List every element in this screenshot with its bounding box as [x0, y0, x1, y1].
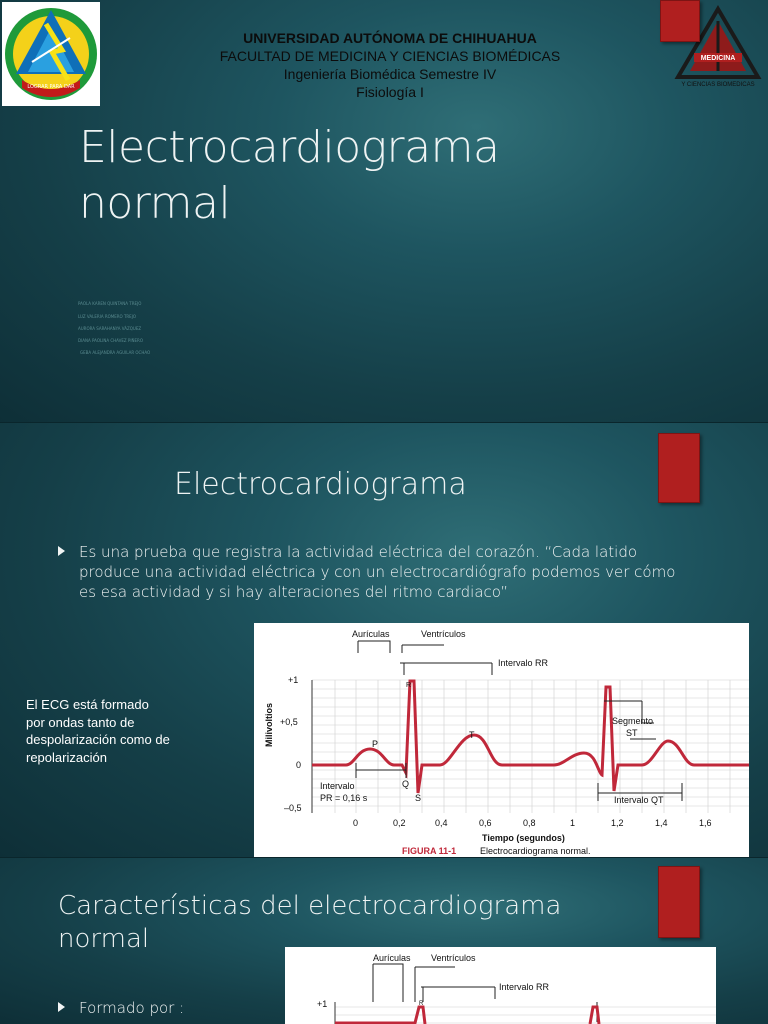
svg-text:Y CIENCIAS BIOMEDICAS: Y CIENCIAS BIOMEDICAS — [681, 82, 755, 88]
bullet-item — [58, 542, 688, 602]
ecg-figure-2 — [285, 947, 716, 1024]
university-emblem-icon — [2, 2, 100, 106]
x-tick: 1 — [570, 818, 576, 828]
label-ventriculos: Ventrículos — [421, 629, 466, 639]
x-tick: 1,4 — [655, 818, 668, 828]
figure-caption-number: FIGURA 11-1 — [402, 846, 457, 856]
author-name: PAOLA KAREN QUINTANA TREJO — [78, 301, 142, 306]
label-r: R — [419, 1001, 424, 1007]
university-logo — [2, 2, 100, 106]
author-name: DIANA PAOLINA CHAVEZ PIÑERO — [78, 338, 143, 343]
ecg-chart-2 — [285, 947, 716, 1024]
y-tick: +1 — [317, 999, 328, 1009]
slide1-title: Electrocardiograma normal — [79, 122, 500, 229]
red-accent-tab — [658, 866, 700, 938]
ecg-side-note: El ECG está formado por ondas tanto de despolarización como de repolarización — [26, 697, 170, 765]
author-name: LUZ VALERIA ROMERO TREJO — [78, 314, 137, 319]
label-pr-2: PR = 0,16 s — [320, 793, 368, 803]
x-tick: 0,4 — [435, 818, 448, 828]
bullet-arrow-icon — [58, 1002, 65, 1012]
label-auriculas: Aurículas — [352, 629, 390, 639]
svg-text:LOGRAR PARA DAR: LOGRAR PARA DAR — [27, 84, 75, 90]
faculty-name: FACULTAD DE MEDICINA Y CIENCIAS BIOMÉDICAS — [219, 48, 561, 64]
slide2-title: Electrocardiograma — [174, 467, 467, 502]
y-axis-label: Milivoltios — [264, 702, 274, 747]
author-name: AURORA SARAHANYA VÁZQUEZ — [78, 326, 142, 331]
author-name: GEBA ALEJANDRA AGUILAR OCHAO — [80, 350, 151, 355]
x-tick: 0,8 — [523, 818, 536, 828]
bullet-text: Formado por : — [79, 999, 185, 1017]
label-segmento: Segmento — [612, 716, 654, 726]
x-axis-label: Tiempo (segundos) — [482, 833, 565, 843]
label-t: T — [469, 730, 475, 740]
x-tick: 1,2 — [611, 818, 624, 828]
university-name: UNIVERSIDAD AUTÓNOMA DE CHIHUAHUA — [243, 30, 537, 46]
y-tick: +0,5 — [280, 717, 298, 727]
red-accent-tab — [660, 0, 700, 42]
label-rr: Intervalo RR — [498, 658, 549, 668]
program-name: Ingeniería Biomédica Semestre IV — [283, 66, 497, 82]
label-r: R — [406, 682, 412, 689]
label-st: ST — [626, 728, 638, 738]
bullet-item — [58, 998, 184, 1018]
title-slide — [0, 0, 768, 423]
x-tick: 0 — [353, 818, 359, 828]
label-rr: Intervalo RR — [499, 982, 550, 992]
svg-text:MEDICINA: MEDICINA — [700, 55, 736, 62]
ecg-chart — [254, 623, 749, 858]
course-name: Fisiología I — [356, 84, 424, 100]
bullet-arrow-icon — [58, 546, 65, 556]
label-qt: Intervalo QT — [614, 795, 664, 805]
label-pr-1: Intervalo — [320, 781, 355, 791]
x-tick: 1,6 — [699, 818, 712, 828]
y-tick: 0 — [296, 760, 302, 770]
ecg-figure — [254, 623, 749, 858]
bullet-text: Es una prueba que registra la actividad eléctrica del corazón. “Cada latido produce una actividad eléctrica y con un electrocardiógrafo podemos ver cómo es esa actividad y si hay alteraciones del ritmo cardiaco” — [79, 543, 676, 601]
label-auriculas: Aurículas — [373, 953, 411, 963]
label-p: P — [372, 739, 379, 749]
label-ventriculos: Ventrículos — [431, 953, 476, 963]
figure-caption-text: Electrocardiograma normal. — [480, 846, 591, 856]
x-tick: 0,6 — [479, 818, 492, 828]
y-tick: +1 — [288, 675, 299, 685]
red-accent-tab — [658, 433, 700, 503]
x-tick: 0,2 — [393, 818, 406, 828]
y-tick: –0,5 — [284, 803, 302, 813]
slide3-title: Características del electrocardiograma normal — [58, 891, 562, 954]
label-q: Q — [402, 779, 410, 789]
label-s: S — [415, 793, 422, 803]
